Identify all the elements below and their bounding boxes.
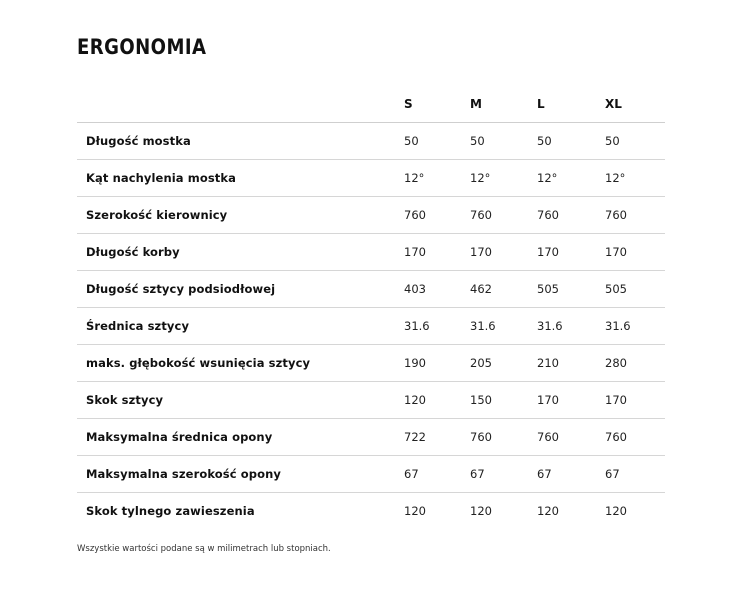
header-size-m: M — [470, 85, 537, 123]
value-s: 67 — [404, 456, 470, 493]
value-xl: 280 — [605, 345, 665, 382]
value-l: 12° — [537, 160, 605, 197]
value-m: 50 — [470, 123, 537, 160]
value-l: 505 — [537, 271, 605, 308]
value-l: 120 — [537, 504, 559, 518]
row-label: Kąt nachylenia mostka — [77, 160, 404, 197]
value-xl: 505 — [605, 271, 665, 308]
value-m: 170 — [470, 234, 537, 271]
value-m: 31.6 — [470, 308, 537, 345]
value-s: 403 — [404, 271, 470, 308]
header-label-column — [77, 85, 404, 123]
value-xl: 760 — [605, 419, 665, 456]
table-row — [77, 419, 665, 456]
value-m: 462 — [470, 271, 537, 308]
value-l: 31.6 — [537, 308, 605, 345]
row-label: Skok tylnego zawieszenia — [86, 504, 255, 518]
value-s: 170 — [404, 234, 470, 271]
value-m: 12° — [470, 160, 537, 197]
header-size-s: S — [404, 85, 470, 123]
page-title: ERGONOMIA — [77, 35, 207, 59]
table-row — [77, 197, 665, 234]
value-l: 760 — [537, 419, 605, 456]
row-label: Skok sztycy — [77, 382, 404, 419]
table-row — [77, 308, 665, 345]
table-header — [77, 85, 665, 123]
row-label: Maksymalna średnica opony — [77, 419, 404, 456]
row-label: Długość sztycy podsiodłowej — [77, 271, 404, 308]
value-l: 170 — [537, 382, 605, 419]
table-row — [77, 234, 665, 271]
value-xl: 31.6 — [605, 308, 665, 345]
row-label: Długość mostka — [77, 123, 404, 160]
header-row — [77, 85, 665, 123]
table-row — [77, 382, 665, 419]
row-label: Maksymalna szerokość opony — [77, 456, 404, 493]
header-size-xl: XL — [605, 85, 665, 123]
value-s: 722 — [404, 419, 470, 456]
table-row — [77, 271, 665, 308]
value-xl: 170 — [605, 234, 665, 271]
row-label: maks. głębokość wsunięcia sztycy — [77, 345, 404, 382]
value-m: 120 — [470, 504, 492, 518]
value-s: 760 — [404, 197, 470, 234]
value-m: 205 — [470, 345, 537, 382]
table-row — [77, 160, 665, 197]
value-s: 120 — [404, 382, 470, 419]
value-l: 760 — [537, 197, 605, 234]
value-xl: 760 — [605, 197, 665, 234]
value-l: 210 — [537, 345, 605, 382]
value-m: 150 — [470, 382, 537, 419]
value-s: 120 — [404, 504, 426, 518]
value-s: 50 — [404, 123, 470, 160]
table-row — [77, 456, 665, 493]
table-row — [77, 123, 665, 160]
value-xl: 170 — [605, 382, 665, 419]
value-xl: 12° — [605, 160, 665, 197]
value-l: 170 — [537, 234, 605, 271]
value-s: 190 — [404, 345, 470, 382]
value-l: 67 — [537, 456, 605, 493]
row-label: Szerokość kierownicy — [77, 197, 404, 234]
value-xl: 120 — [605, 504, 627, 518]
value-s: 31.6 — [404, 308, 470, 345]
table-body — [77, 123, 665, 530]
value-s: 12° — [404, 160, 470, 197]
row-label: Średnica sztycy — [77, 308, 404, 345]
value-m: 760 — [470, 419, 537, 456]
value-xl: 67 — [605, 456, 665, 493]
table-row — [77, 345, 665, 382]
table-row — [77, 493, 665, 530]
ergonomics-table — [77, 85, 665, 529]
value-m: 67 — [470, 456, 537, 493]
row-label: Długość korby — [77, 234, 404, 271]
value-xl: 50 — [605, 123, 665, 160]
value-m: 760 — [470, 197, 537, 234]
units-footnote: Wszystkie wartości podane są w milimetrach lub stopniach. — [77, 544, 331, 554]
header-size-l: L — [537, 85, 605, 123]
value-l: 50 — [537, 123, 605, 160]
